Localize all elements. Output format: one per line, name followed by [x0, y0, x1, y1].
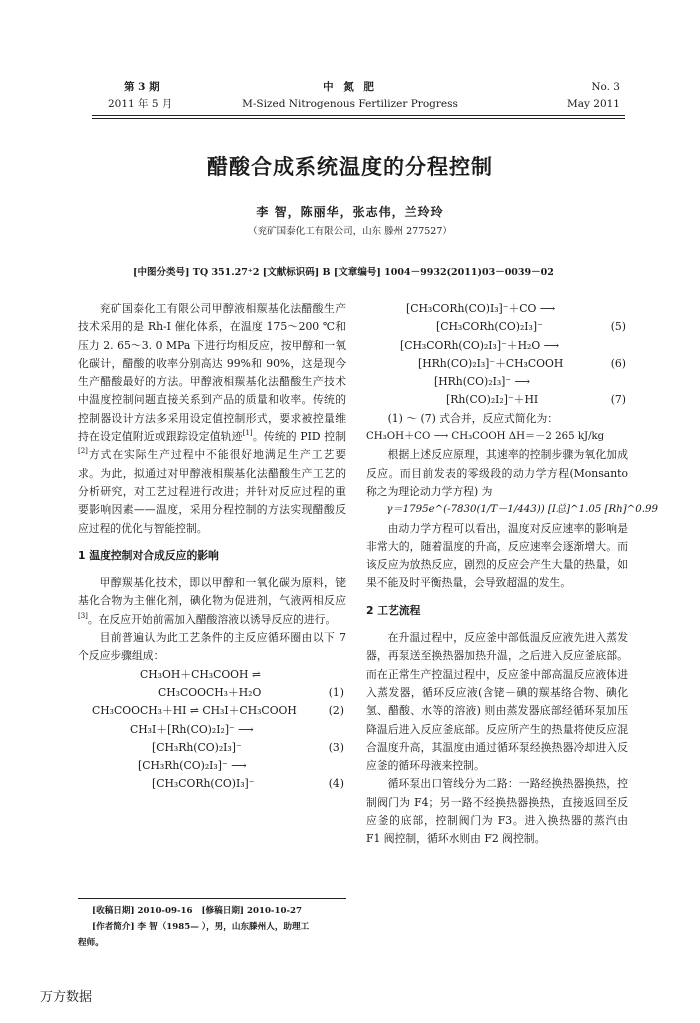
equation-line: CH₃COOCH₃＋HI ⇌ CH₃I＋CH₃COOH (2) — [92, 704, 344, 718]
classification-line: [中图分类号] TQ 351.27⁺2 [文献标识码] B [文章编号] 1004－9932(2011)03－0039－02 — [133, 267, 554, 278]
ref-3: [3] — [78, 611, 88, 620]
footnote-author-cont: 程师。 — [78, 938, 104, 948]
left-column — [78, 300, 346, 794]
kinetic-paragraph: 由动力学方程可以看出，温度对反应速率的影响是非常大的，随着温度的升高，反应速率会逐渐增大。而该反应为放热反应，剧烈的反应会产生大量的热量，如果不能及时平衡热量，会导致超温的发生。 — [366, 521, 628, 590]
header-journal-cn: 中 氮 肥 — [323, 81, 377, 93]
header-journal-en: M-Sized Nitrogenous Fertilizer Progress — [242, 98, 458, 110]
article-affiliation: （兖矿国泰化工有限公司，山东 滕州 277527） — [248, 226, 452, 237]
header-number: No. 3 — [591, 81, 620, 93]
ref-2: [2] — [78, 447, 88, 456]
section-1-paragraph-2: 目前普遍认为此工艺条件的主反应循环圈由以下 7 个反应步骤组成： — [78, 631, 346, 663]
ref-1: [1] — [242, 429, 253, 438]
header-issue: 第 3 期 — [124, 81, 160, 93]
rate-equation: γ＝1795e^(-7830(1/T－1/443)) [I总]^1.05 [Rh]^0.99 — [386, 504, 658, 516]
combine-note: (1) ～ (7) 式合并，反应式简化为： — [387, 411, 559, 425]
footnote-rule — [78, 898, 346, 899]
equation-line: [CH₃CORh(CO)I₃]⁻＋CO ⟶ — [406, 302, 556, 315]
equation-line: CH₃OH＋CH₃COOH ⇌ — [140, 667, 261, 681]
equation-line: CH₃COOCH₃＋H₂O (1) — [158, 685, 344, 699]
article-title: 醋酸合成系统温度的分程控制 — [207, 155, 493, 179]
header-rule-2 — [92, 118, 625, 119]
equation-line: [HRh(CO)₂I₃]⁻ ⟶ — [434, 375, 530, 389]
watermark: 万方数据 — [40, 990, 93, 1005]
equation-line: [CH₃CORh(CO)I₃]⁻ (4) — [152, 777, 344, 791]
equation-line: [CH₃Rh(CO)₂I₃]⁻ (3) — [152, 740, 344, 754]
section-1-paragraph-1: 甲醇羰基化技术，即以甲醇和一氧化碳为原料，铑基化合物为主催化剂，碘化物为促进剂，气液两相反应[3]。在反应开始前需加入醋酸溶液以诱导反应的进行。 — [78, 576, 346, 626]
article-authors: 李 智，陈丽华，张志伟，兰玲玲 — [256, 205, 444, 219]
equation-line: [HRh(CO)₂I₃]⁻＋CH₃COOH (6) — [418, 356, 626, 370]
equation-line: [Rh(CO)₂I₂]⁻＋HI (7) — [446, 393, 626, 407]
equation-line: [CH₃Rh(CO)₂I₃]⁻ ⟶ — [138, 759, 247, 773]
section-2-paragraph-2: 循环泵出口管线分为二路：一路经换热器换热，控制阀门为 F4；另一路不经换热器换热，直接返回至反应釜的底部，控制阀门为 F3。进入换热器的蒸汽由 F1 阀控制，循环水则由 F2 阀控制。 — [366, 777, 628, 846]
section-1-heading: 1 温度控制对合成反应的影响 — [78, 548, 219, 562]
intro-paragraph: 兖矿国泰化工有限公司甲醇液相羰基化法醋酸生产技术采用的是 Rh-I 催化体系，在温度 175～200 ℃和压力 2. 65～3. 0 MPa 下进行均相反应，按甲醇和一氧化碳计，醋酸的收率分别高达 99%和 90%，这是现今生产醋酸最好的方法。甲醇液相羰基化法醋酸生产技术中温度控制问题直接关系到产品的质量和收率。传统的控制器设计方法多采用设定值控制形式，要求被控量维持在设定值附近或跟踪设定值轨迹[1]。传统的 PID 控制[2]方式在实际生产过程中不能很好地满足生产工艺要求。为此，拟通过对甲醇液相羰基化法醋酸生产工艺的分析研究，对工艺过程进行改进；并针对反应过程的重要影响因素——温度，采用分程控制的方法实现醋酸反应过程的优化与智能控制。 — [78, 302, 346, 535]
header-date-en: May 2011 — [566, 98, 620, 110]
overall-equation: CH₃OH＋CO ⟶ CH₃COOH ΔH＝－2 265 kJ/kg — [366, 431, 605, 443]
equation-line: [CH₃CORh(CO)₂I₃]⁻ (5) — [436, 320, 626, 334]
rate-paragraph: 根据上述反应原理，其速率的控制步骤为氧化加成反应。而目前发表的零级段的动力学方程(Monsanto 称之为理论动力学方程) 为 — [366, 448, 628, 498]
header-date-cn: 2011 年 5 月 — [108, 98, 173, 110]
equation-line: CH₃I＋[Rh(CO)₂I₂]⁻ ⟶ — [130, 722, 254, 736]
section-2-paragraph-1: 在升温过程中，反应釜中部低温反应液先进入蒸发器，再泵送至换热器加热升温，之后进入反应釜底部。而在正常生产控温过程中，反应釜中部高温反应液体进入蒸发器，循环反应液(含铑－碘的羰基络合物、碘化氢、醋酸、水等的溶液) 则由蒸发器底部经循环泵加压降温后进入反应釜底部。反应所产生的热量将使反应混合温度升高，其温度由通过循环泵经换热器冷却进入反应釜的循环母液来控制。 — [366, 631, 628, 773]
footnote-author: [作者简介] 李 智（1985— ），男，山东滕州人，助理工 — [92, 922, 310, 932]
footnote-dates: [收稿日期] 2010-09-16 [修稿日期] 2010-10-27 — [92, 906, 302, 916]
right-column — [366, 300, 658, 849]
equation-line: [CH₃CORh(CO)₂I₃]⁻＋H₂O ⟶ — [400, 338, 560, 352]
header-rule — [92, 115, 625, 116]
section-2-heading: 2 工艺流程 — [366, 603, 421, 617]
